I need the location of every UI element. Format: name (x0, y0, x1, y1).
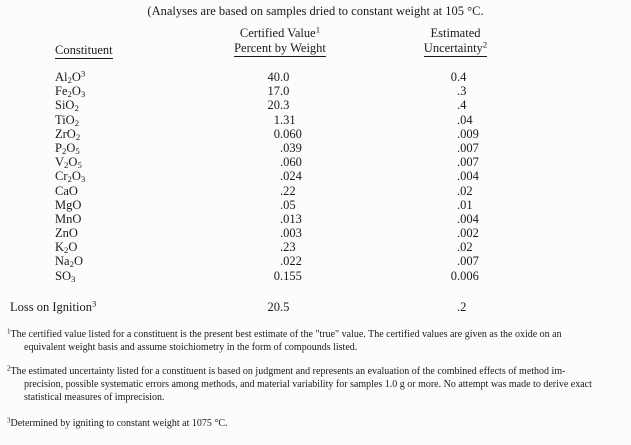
percent-by-weight-header: Percent by Weight (234, 41, 326, 55)
footnote-marker-1: 1 (7, 327, 11, 336)
constituent-formula: $Al_2O^3$ (55, 68, 86, 86)
footnote-2-line-1: $^2$The estimated uncertainty listed for a constituent is based on judgment and represents an evaluation of the combined effects of method im- (7, 364, 566, 377)
certified-value-frac: .003 (280, 226, 302, 241)
certified-value-frac: .31 (280, 112, 296, 127)
certified-value-frac: .22 (280, 183, 296, 198)
uncertainty-frac: .007 (457, 140, 479, 155)
uncertainty-frac: .01 (457, 197, 473, 212)
certified-value-int: 40 (267, 70, 280, 84)
constituent-formula: $SO_3$ (55, 268, 76, 284)
uncertainty-frac: .4 (457, 98, 467, 113)
certified-value-frac: .013 (280, 211, 302, 226)
certified-value-frac: .039 (280, 140, 302, 155)
certified-value-frac: .05 (280, 197, 296, 212)
certified-value-frac: .155 (280, 268, 302, 283)
column-header-constituent: Constituent (55, 43, 113, 57)
footnote-1-line-1: $^1$The certified value listed for a constituent is the present best estimate of the "true" value. The certified values are given as the oxide on an (7, 327, 562, 340)
footnote-marker-3: 3 (7, 416, 11, 425)
constituent-formula: $V_2O_5$ (55, 155, 82, 171)
certified-value-int: 0 (273, 268, 280, 283)
certified-value-frac: .5 (280, 300, 290, 314)
uncertainty-int: 0 (450, 268, 457, 283)
footnote-marker-2: 2 (7, 364, 11, 373)
uncertainty-frac: .009 (457, 126, 479, 141)
uncertainty-frac: .004 (457, 211, 479, 226)
footnote-ref-1: 1 (315, 24, 321, 35)
uncertainty-frac: .007 (457, 155, 479, 170)
constituent-formula: MnO (55, 211, 82, 226)
constituent-formula: MgO (55, 197, 82, 212)
certified-value-frac: .3 (280, 98, 290, 113)
certified-value-frac: .23 (280, 240, 296, 255)
footnote-3-line-1: $^3$Determined by igniting to constant weight at 1075 °C. (7, 416, 228, 429)
certified-value-frac: .024 (280, 169, 302, 184)
constituent-formula: $K_2O$ (55, 240, 78, 256)
uncertainty-frac: .4 (457, 70, 467, 84)
uncertainty-frac: .007 (457, 254, 479, 269)
uncertainty-frac: .02 (457, 183, 473, 198)
footnote-ref-2: 2 (482, 39, 488, 50)
constituent-formula: CaO (55, 183, 78, 198)
footnote-2-line-2: precision, possible systematic errors among methods, and material variability for samples 1.0 g or more. No attempt was made to derive exact (24, 378, 592, 390)
footnote-1 (7, 329, 562, 355)
uncertainty-frac: .04 (457, 112, 473, 127)
uncertainty-frac: .02 (457, 240, 473, 255)
constituent-formula: SiO$_2$ (55, 98, 79, 114)
constituent-formula: ZnO (55, 226, 78, 241)
uncertainty-frac: .3 (457, 84, 467, 99)
certified-value-int: 0 (273, 126, 280, 141)
footnote-1-line-2: equivalent weight basis and assume stoichiometry in the form of compounds listed. (24, 341, 358, 353)
certified-value-frac: .0 (280, 84, 290, 99)
constituent-formula: $Fe_2O_3$ (55, 84, 86, 100)
constituent-formula: $Cr_2O_3$ (55, 169, 86, 185)
certified-value-int: 1 (273, 112, 280, 127)
certified-value-frac: .0 (280, 70, 290, 84)
uncertainty-frac: .006 (457, 268, 479, 283)
uncertainty-frac: .2 (457, 300, 467, 314)
loss-on-ignition-label: Loss on Ignition$^3$ (10, 298, 97, 314)
certified-value-frac: .060 (280, 155, 302, 170)
certified-value-int: 17 (267, 84, 280, 99)
certified-value-frac: .060 (280, 126, 302, 141)
constituent-formula: $Na_2O$ (55, 254, 83, 270)
uncertainty-int: 0 (450, 70, 457, 84)
footnote-2 (7, 366, 592, 405)
uncertainty-frac: .002 (457, 226, 479, 241)
uncertainty-header-text: Uncertainty (423, 41, 483, 55)
footnote-3 (7, 418, 228, 431)
certified-value-header-text: Certified Value (239, 26, 316, 40)
certified-value-int: 20 (267, 300, 280, 314)
constituent-formula: TiO$_2$ (55, 112, 80, 128)
certified-value-int: 20 (267, 98, 280, 113)
uncertainty-frac: .004 (457, 169, 479, 184)
constituent-formula: ZrO$_2$ (55, 126, 81, 142)
certified-value-frac: .022 (280, 254, 302, 269)
footnote-2-line-3: statistical measures of imprecision. (24, 391, 165, 403)
constituent-formula: $P_2O_5$ (55, 140, 80, 157)
estimated-header-text: Estimated (430, 26, 481, 40)
page-title: (Analyses are based on samples dried to constant weight at 105 °C. (147, 4, 484, 18)
